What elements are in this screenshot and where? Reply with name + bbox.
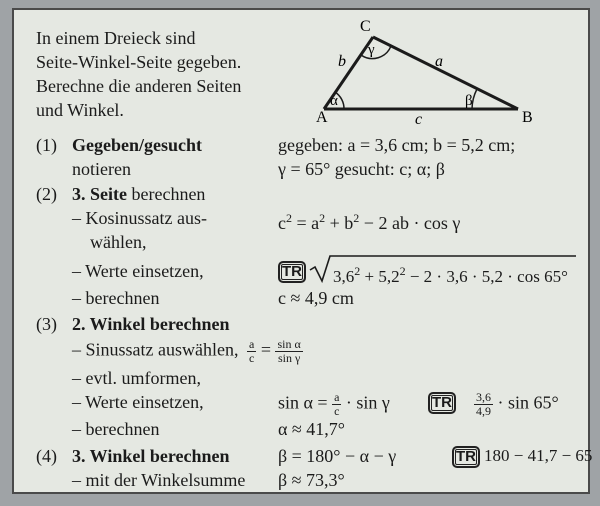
angle-alpha-label: α <box>330 93 338 109</box>
calculator-tr-icon: TR <box>452 446 480 468</box>
vertex-b-label: B <box>522 109 533 124</box>
step2-line-4: – berechnen <box>72 288 160 308</box>
step4-number: (4) <box>36 446 57 466</box>
sine-law-substituted: $\frac{3,6}{4,9}$ · sin 65° <box>476 390 559 418</box>
step3-number: (3) <box>36 314 57 334</box>
intro-line-1: In einem Dreieck sind <box>36 28 196 48</box>
step4-result: β ≈ 73,3° <box>278 470 345 490</box>
side-a-label: a <box>435 53 443 70</box>
sine-law-rearranged: sin α = $\frac{a}{c}$ · sin γ <box>278 390 390 418</box>
intro-line-3: Berechne die anderen Seiten <box>36 76 242 96</box>
vertex-c-label: C <box>360 18 371 35</box>
calculator-tr-icon: TR <box>428 392 456 414</box>
step2-line-3: – Werte einsetzen, <box>72 261 204 281</box>
step3-line-2: – evtl. umformen, <box>72 368 201 388</box>
side-c-label: c <box>415 111 423 124</box>
vertex-a-label: A <box>316 109 328 124</box>
step1-number: (1) <box>36 135 57 155</box>
step1-given-1: gegeben: a = 3,6 cm; b = 5,2 cm; <box>278 135 516 155</box>
step3-result: α ≈ 41,7° <box>278 419 346 439</box>
step3-line-4: – berechnen <box>72 419 160 439</box>
triangle-diagram <box>300 14 550 124</box>
step1-title: Gegeben/gesucht <box>72 135 202 155</box>
step2-line-1: – Kosinussatz aus- <box>72 208 207 228</box>
angle-beta-arc <box>472 89 477 109</box>
side-a-line <box>373 37 518 109</box>
step2-result: c ≈ 4,9 cm <box>278 288 354 308</box>
angle-sum-calc: 180 − 41,7 − 65 <box>484 446 593 465</box>
step3-line-3: – Werte einsetzen, <box>72 392 204 412</box>
cosine-law-substituted: $3,6^2 + 5,2^2 - 2 \cdot 3,6 \cdot 5,2 \cdot \cos 65^\circ$ <box>333 264 568 286</box>
step3-tr-box <box>428 390 456 414</box>
step2-title: 3. Seite berechnen <box>72 184 206 204</box>
angle-beta-label: β <box>465 93 473 109</box>
step3-title: 2. Winkel berechnen <box>72 314 230 334</box>
step2-line-2: wählen, <box>90 232 147 252</box>
intro-line-4: und Winkel. <box>36 100 124 120</box>
side-b-label: b <box>338 53 346 70</box>
step2-number: (2) <box>36 184 57 204</box>
step1-sub: notieren <box>72 159 131 179</box>
step4-tr-box <box>452 444 480 468</box>
step1-given-2: γ = 65° gesucht: c; α; β <box>278 159 445 179</box>
angle-sum-formula: β = 180° − α − γ <box>278 446 397 466</box>
intro-line-2: Seite-Winkel-Seite gegeben. <box>36 52 242 72</box>
calculator-tr-icon: TR <box>278 261 306 283</box>
step2-tr-box <box>278 259 306 283</box>
step4-title: 3. Winkel berechnen <box>72 446 230 466</box>
cosine-law-formula: $c^2 = a^2 + b^2 - 2$ ab · cos γ <box>278 211 461 233</box>
step4-sub: – mit der Winkelsumme <box>72 470 246 490</box>
angle-gamma-label: γ <box>368 42 375 58</box>
step3-line-1: – Sinussatz auswählen, $\frac{a}{c}$ = $\frac{\text{sin α}}{\text{sin γ}}$ <box>72 337 301 365</box>
